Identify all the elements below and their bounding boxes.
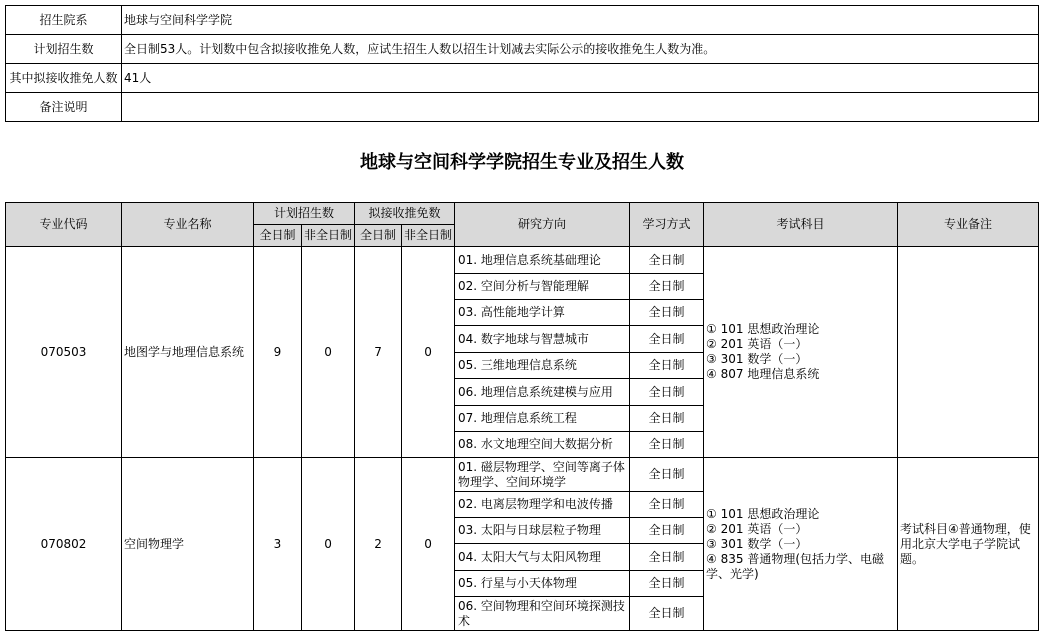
header-recommend: 拟接收推免数 [355, 203, 455, 225]
direction: 01. 地理信息系统基础理论 [455, 247, 630, 274]
info-value [122, 93, 1039, 122]
header-plan-full-time: 全日制 [254, 225, 302, 247]
direction: 05. 三维地理信息系统 [455, 353, 630, 379]
major-remark [898, 247, 1039, 458]
table-header-row [6, 203, 1039, 225]
direction: 08. 水文地理空间大数据分析 [455, 432, 630, 458]
exam-subject: ① 101 思想政治理论 [706, 506, 820, 521]
study-mode: 全日制 [630, 274, 704, 300]
header-exam: 考试科目 [704, 203, 898, 247]
header-code: 专业代码 [6, 203, 122, 247]
exam-subjects [704, 247, 898, 458]
info-row-recommend [6, 64, 1039, 93]
plan-full-time: 3 [254, 458, 302, 631]
direction: 06. 空间物理和空间环境探测技术 [455, 597, 630, 631]
header-rec-part-time: 非全日制 [402, 225, 455, 247]
direction: 02. 空间分析与智能理解 [455, 274, 630, 300]
rec-part-time: 0 [402, 458, 455, 631]
major-name: 空间物理学 [122, 458, 254, 631]
exam-subject: ③ 301 数学（一） [706, 352, 808, 366]
plan-full-time: 9 [254, 247, 302, 458]
study-mode: 全日制 [630, 247, 704, 274]
study-mode: 全日制 [630, 300, 704, 326]
study-mode: 全日制 [630, 518, 704, 544]
exam-subject: ④ 835 普通物理(包括力学、电磁学、光学) [706, 551, 885, 581]
exam-subject: ② 201 英语（一） [706, 337, 808, 351]
study-mode: 全日制 [630, 492, 704, 518]
section-title: 地球与空间科学学院招生专业及招生人数 [360, 152, 684, 173]
info-value: 地球与空间科学学院 [122, 6, 1039, 35]
major-code: 070802 [6, 458, 122, 631]
info-row-remark [6, 93, 1039, 122]
plan-part-time: 0 [302, 458, 355, 631]
header-direction: 研究方向 [455, 203, 630, 247]
exam-subject: ② 201 英语（一） [706, 521, 808, 536]
plan-part-time: 0 [302, 247, 355, 458]
major-name: 地图学与地理信息系统 [122, 247, 254, 458]
major-code: 070503 [6, 247, 122, 458]
direction: 04. 数字地球与智慧城市 [455, 326, 630, 353]
header-plan-part-time: 非全日制 [302, 225, 355, 247]
rec-full-time: 2 [355, 458, 402, 631]
info-key: 计划招生数 [6, 35, 122, 64]
direction: 01. 磁层物理学、空间等离子体物理学、空间环境学 [455, 458, 630, 492]
direction: 06. 地理信息系统建模与应用 [455, 379, 630, 406]
header-study-mode: 学习方式 [630, 203, 704, 247]
major-remark: 考试科目④普通物理，使用北京大学电子学院试题。 [898, 458, 1039, 631]
info-value: 全日制53人。计划数中包含拟接收推免人数，应试生招生人数以招生计划减去实际公示的接收推免生人数为准。 [122, 35, 1039, 64]
header-plan: 计划招生数 [254, 203, 355, 225]
exam-subject: ① 101 思想政治理论 [706, 322, 820, 336]
info-key: 其中拟接收推免人数 [6, 64, 122, 93]
study-mode: 全日制 [630, 544, 704, 571]
header-remark: 专业备注 [898, 203, 1039, 247]
info-key: 招生院系 [6, 6, 122, 35]
table-row [6, 458, 1039, 492]
study-mode: 全日制 [630, 353, 704, 379]
info-value: 41人 [122, 64, 1039, 93]
exam-subjects [704, 458, 898, 631]
exam-subject: ③ 301 数学（一） [706, 536, 808, 551]
study-mode: 全日制 [630, 379, 704, 406]
header-rec-full-time: 全日制 [355, 225, 402, 247]
department-info-table [5, 5, 1039, 122]
study-mode: 全日制 [630, 571, 704, 597]
info-row-department [6, 6, 1039, 35]
exam-subject: ④ 807 地理信息系统 [706, 367, 820, 381]
study-mode: 全日制 [630, 326, 704, 353]
direction: 05. 行星与小天体物理 [455, 571, 630, 597]
direction: 04. 太阳大气与太阳风物理 [455, 544, 630, 571]
study-mode: 全日制 [630, 432, 704, 458]
study-mode: 全日制 [630, 458, 704, 492]
study-mode: 全日制 [630, 597, 704, 631]
rec-full-time: 7 [355, 247, 402, 458]
study-mode: 全日制 [630, 406, 704, 432]
table-row [6, 247, 1039, 274]
rec-part-time: 0 [402, 247, 455, 458]
direction: 02. 电离层物理学和电波传播 [455, 492, 630, 518]
info-row-plan [6, 35, 1039, 64]
direction: 03. 高性能地学计算 [455, 300, 630, 326]
direction: 07. 地理信息系统工程 [455, 406, 630, 432]
majors-table [5, 202, 1039, 631]
info-key: 备注说明 [6, 93, 122, 122]
header-name: 专业名称 [122, 203, 254, 247]
direction: 03. 太阳与日球层粒子物理 [455, 518, 630, 544]
